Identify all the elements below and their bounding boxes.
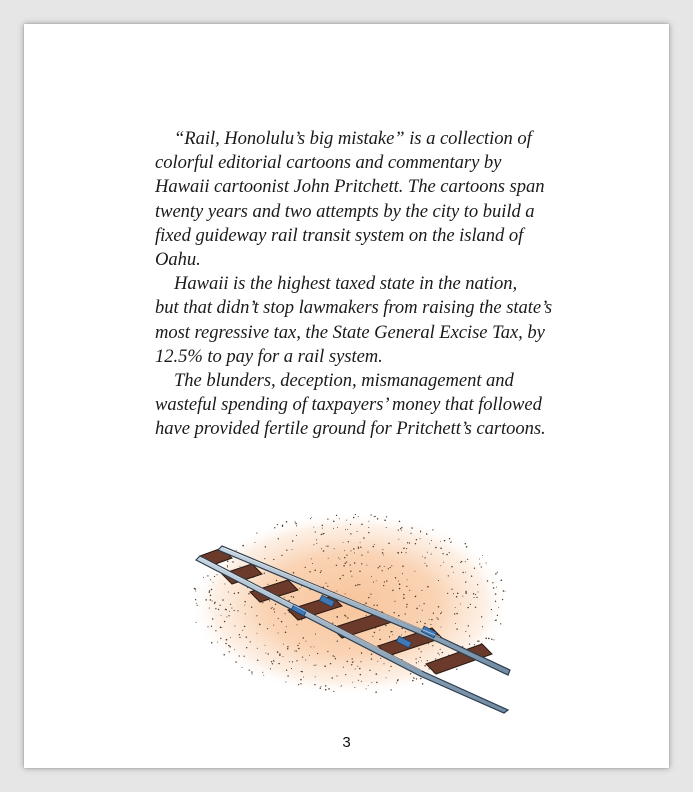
paragraph-3 (155, 369, 546, 442)
text-line: have provided fertile ground for Pritchett’s cartoons. (155, 418, 546, 440)
text-line: The blunders, deception, mismanagement and (174, 370, 514, 392)
paragraph-1 (155, 127, 545, 272)
railroad-track-icon (192, 514, 512, 714)
body-text (155, 127, 553, 442)
text-line: but that didn’t stop lawmakers from raising the state’s (155, 297, 553, 319)
text-line: Hawaii cartoonist John Pritchett. The cartoons span (155, 176, 545, 198)
paragraph-2 (155, 272, 553, 369)
text-line: wasteful spending of taxpayers’ money that followed (155, 394, 542, 416)
text-line: most regressive tax, the State General Excise Tax, by (155, 321, 545, 343)
text-line: 12.5% to pay for a rail system. (155, 345, 383, 367)
page-number: 3 (342, 734, 351, 751)
text-line: Oahu. (155, 249, 201, 271)
document-page (24, 24, 669, 768)
text-line: fixed guideway rail transit system on the island of (155, 224, 524, 246)
text-line: colorful editorial cartoons and commentary by (155, 152, 502, 174)
text-line: twenty years and two attempts by the city to build a (155, 200, 535, 222)
text-line: Hawaii is the highest taxed state in the nation, (174, 273, 518, 295)
text-line: “Rail, Honolulu’s big mistake” is a collection of (174, 128, 532, 149)
